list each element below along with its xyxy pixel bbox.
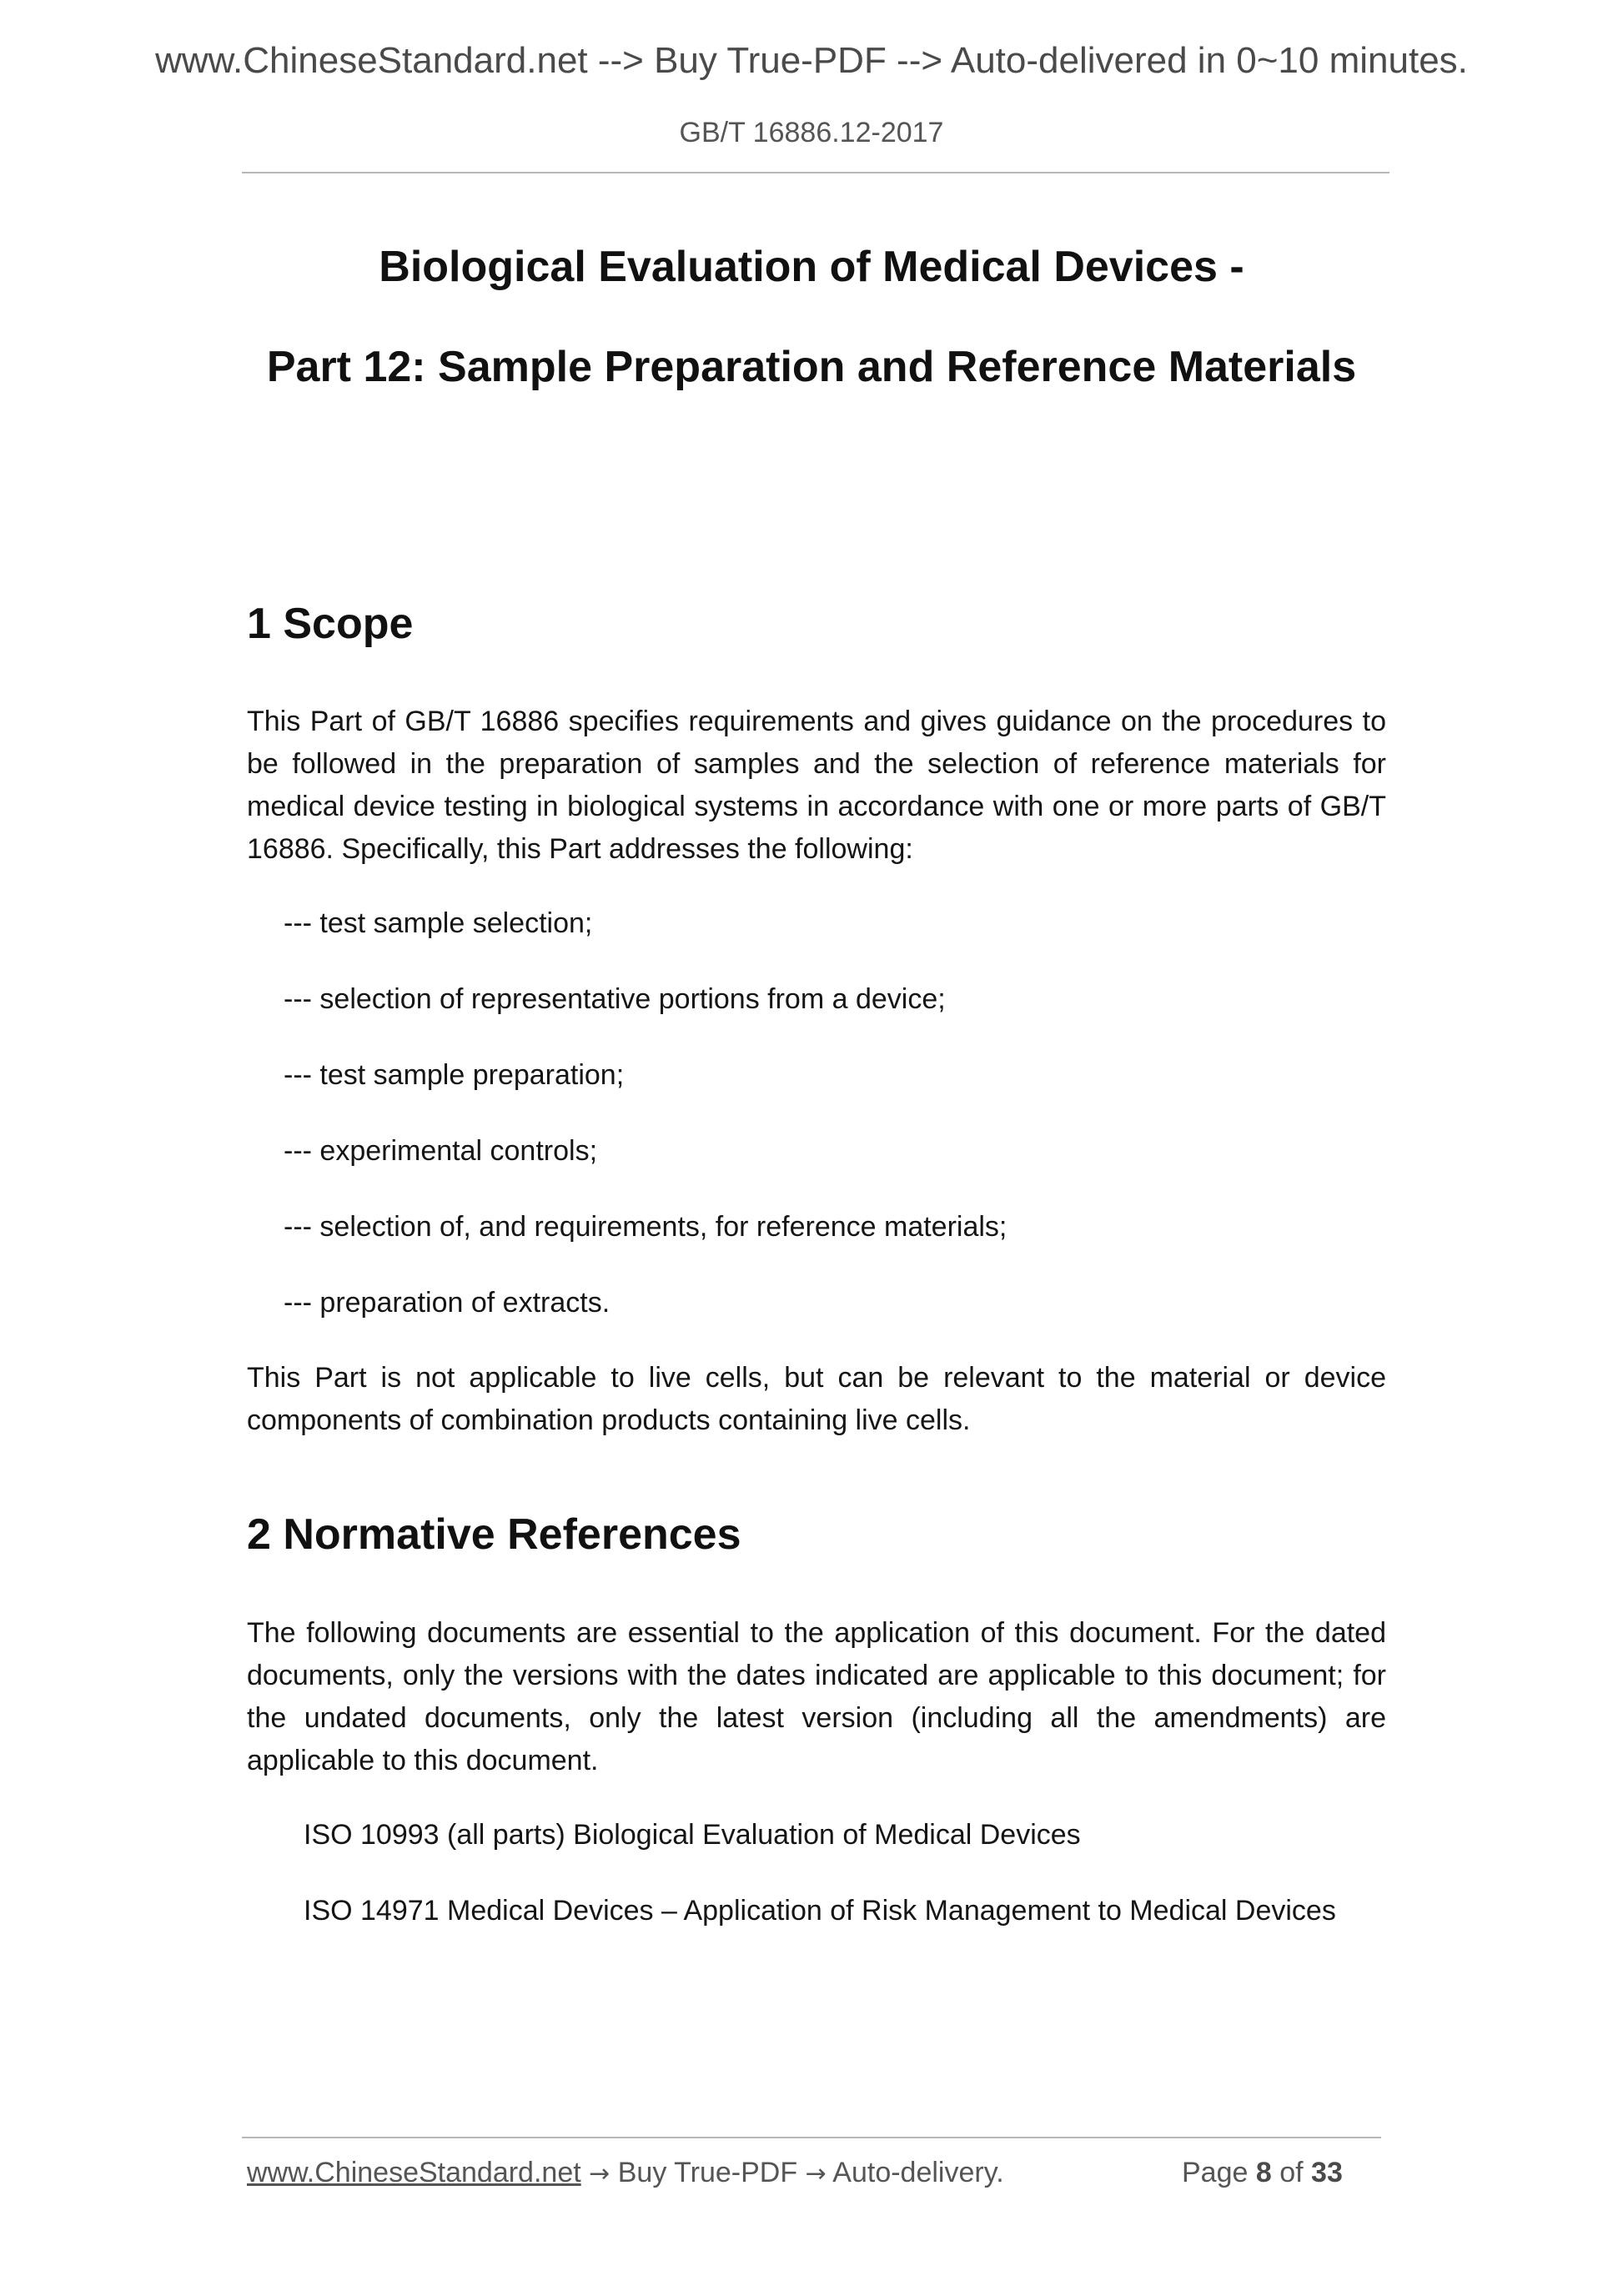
- document-code: GB/T 16886.12-2017: [679, 117, 944, 148]
- document-subtitle: Part 12: Sample Preparation and Reference Materials: [266, 343, 1357, 391]
- scope-bullet: --- selection of representative portions from a device;: [284, 983, 946, 1015]
- footer-site-link[interactable]: www.ChineseStandard.net: [247, 2157, 581, 2188]
- section-heading-scope: 1 Scope: [247, 600, 414, 648]
- scope-bullet: --- test sample preparation;: [284, 1059, 625, 1091]
- page-number: [1182, 2157, 1343, 2189]
- scope-note-paragraph: This Part is not applicable to live cells, but can be relevant to the material or device components of combination products containing live cells.: [247, 1362, 1386, 1436]
- footer-divider: [242, 2137, 1381, 2138]
- page-of-label: of: [1279, 2157, 1304, 2188]
- document-title: Biological Evaluation of Medical Devices -: [379, 243, 1244, 291]
- scope-bullet: --- preparation of extracts.: [284, 1287, 611, 1319]
- top-banner[interactable]: www.ChineseStandard.net --> Buy True-PDF --> Auto-delivered in 0~10 minutes.: [155, 40, 1468, 81]
- normative-reference-item: ISO 14971 Medical Devices – Application of Risk Management to Medical Devices: [304, 1895, 1336, 1927]
- total-page-count: 33: [1311, 2157, 1343, 2188]
- footer-delivery-text: Auto-delivery.: [832, 2157, 1004, 2188]
- scope-bullet: --- selection of, and requirements, for reference materials;: [284, 1211, 1007, 1243]
- footer-buy-text: Buy True-PDF: [617, 2157, 798, 2188]
- scope-bullet: --- test sample selection;: [284, 907, 593, 939]
- normative-reference-item: ISO 10993 (all parts) Biological Evaluation of Medical Devices: [304, 1819, 1081, 1851]
- header-divider: [242, 172, 1389, 173]
- section-heading-normative-references: 2 Normative References: [247, 1510, 741, 1559]
- arrow-right-icon: →: [805, 2159, 827, 2188]
- normative-intro-paragraph: The following documents are essential to the application of this document. For the dated documents, only the versions with the dates indicated are applicable to this document; for the undated documents, only the latest version (including all the amendments) are applicable to this document.: [247, 1617, 1386, 1776]
- page-label: Page: [1182, 2157, 1249, 2188]
- current-page-number: 8: [1255, 2157, 1272, 2188]
- arrow-right-icon: →: [589, 2159, 611, 2188]
- scope-intro-paragraph: This Part of GB/T 16886 specifies requirements and gives guidance on the procedures to be followed in the preparation of samples and the selection of reference materials for medical device testing in biological systems in accordance with one or more parts of GB/T 16886. Specifically, this Part addresses the following:: [247, 706, 1386, 865]
- footer-links: [247, 2157, 1004, 2189]
- scope-bullet: --- experimental controls;: [284, 1135, 598, 1167]
